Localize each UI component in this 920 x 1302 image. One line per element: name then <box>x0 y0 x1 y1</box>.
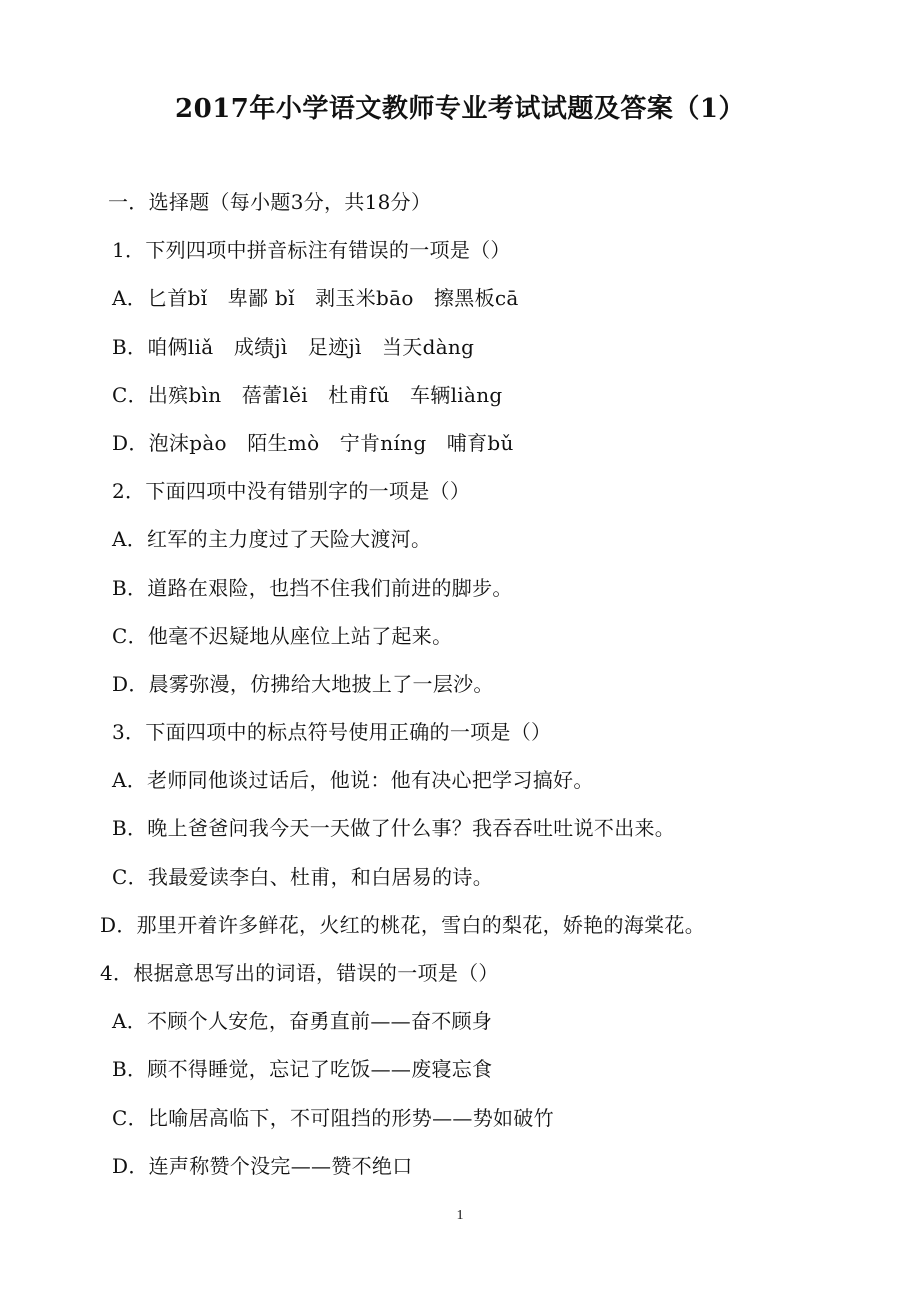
question-2-option-a: A．红军的主力度过了天险大渡河。 <box>112 527 432 552</box>
question-2-option-d: D．晨雾弥漫，仿拂给大地披上了一层沙。 <box>112 671 494 696</box>
question-3-option-d: D．那里开着许多鲜花，火红的桃花，雪白的梨花，娇艳的海棠花。 <box>100 912 706 937</box>
question-3-option-c: C．我最爱读李白、杜甫，和白居易的诗。 <box>112 864 494 889</box>
question-4: 4．根据意思写出的词语，错误的一项是（） <box>100 961 499 985</box>
question-2-option-b: B．道路在艰险，也挡不住我们前进的脚步。 <box>112 575 513 600</box>
question-1-option-b: B．咱俩liǎ 成绩jì 足迹jì 当天dàng <box>112 334 475 359</box>
question-1: 1．下列四项中拼音标注有错误的一项是（） <box>112 238 511 263</box>
question-2: 2．下面四项中没有错别字的一项是（） <box>112 479 471 504</box>
page-number: 1 <box>456 1208 464 1223</box>
section-heading: 一．选择题（每小题3分，共18分） <box>108 190 432 214</box>
question-4-option-a: A．不顾个人安危，奋勇直前——奋不顾身 <box>112 1009 493 1034</box>
question-3-option-a: A．老师同他谈过话后，他说：他有决心把学习搞好。 <box>112 768 594 793</box>
question-4-option-b: B．顾不得睡觉，忘记了吃饭——废寝忘食 <box>112 1057 493 1082</box>
question-1-option-a: A．匕首bǐ 卑鄙 bǐ 剥玉米bāo 擦黑板cā <box>112 286 519 311</box>
question-2-option-c: C．他毫不迟疑地从座位上站了起来。 <box>112 623 453 648</box>
document-body <box>0 178 920 1190</box>
question-4-option-c: C．比喻居高临下，不可阻挡的形势——势如破竹 <box>112 1105 554 1130</box>
question-1-option-c: C．出殡bìn 蓓蕾lěi 杜甫fǔ 车辆liàng <box>112 382 503 407</box>
question-3-option-b: B．晚上爸爸问我今天一天做了什么事？我吞吞吐吐说不出来。 <box>112 816 676 841</box>
document-title: 2017年小学语文教师专业考试试题及答案（1） <box>175 94 745 124</box>
question-3: 3．下面四项中的标点符号使用正确的一项是（） <box>112 720 552 745</box>
question-1-option-d: D．泡沫pào 陌生mò 宁肯níng 哺育bǔ <box>112 430 514 455</box>
question-4-option-d: D．连声称赞个没完——赞不绝口 <box>112 1153 413 1178</box>
